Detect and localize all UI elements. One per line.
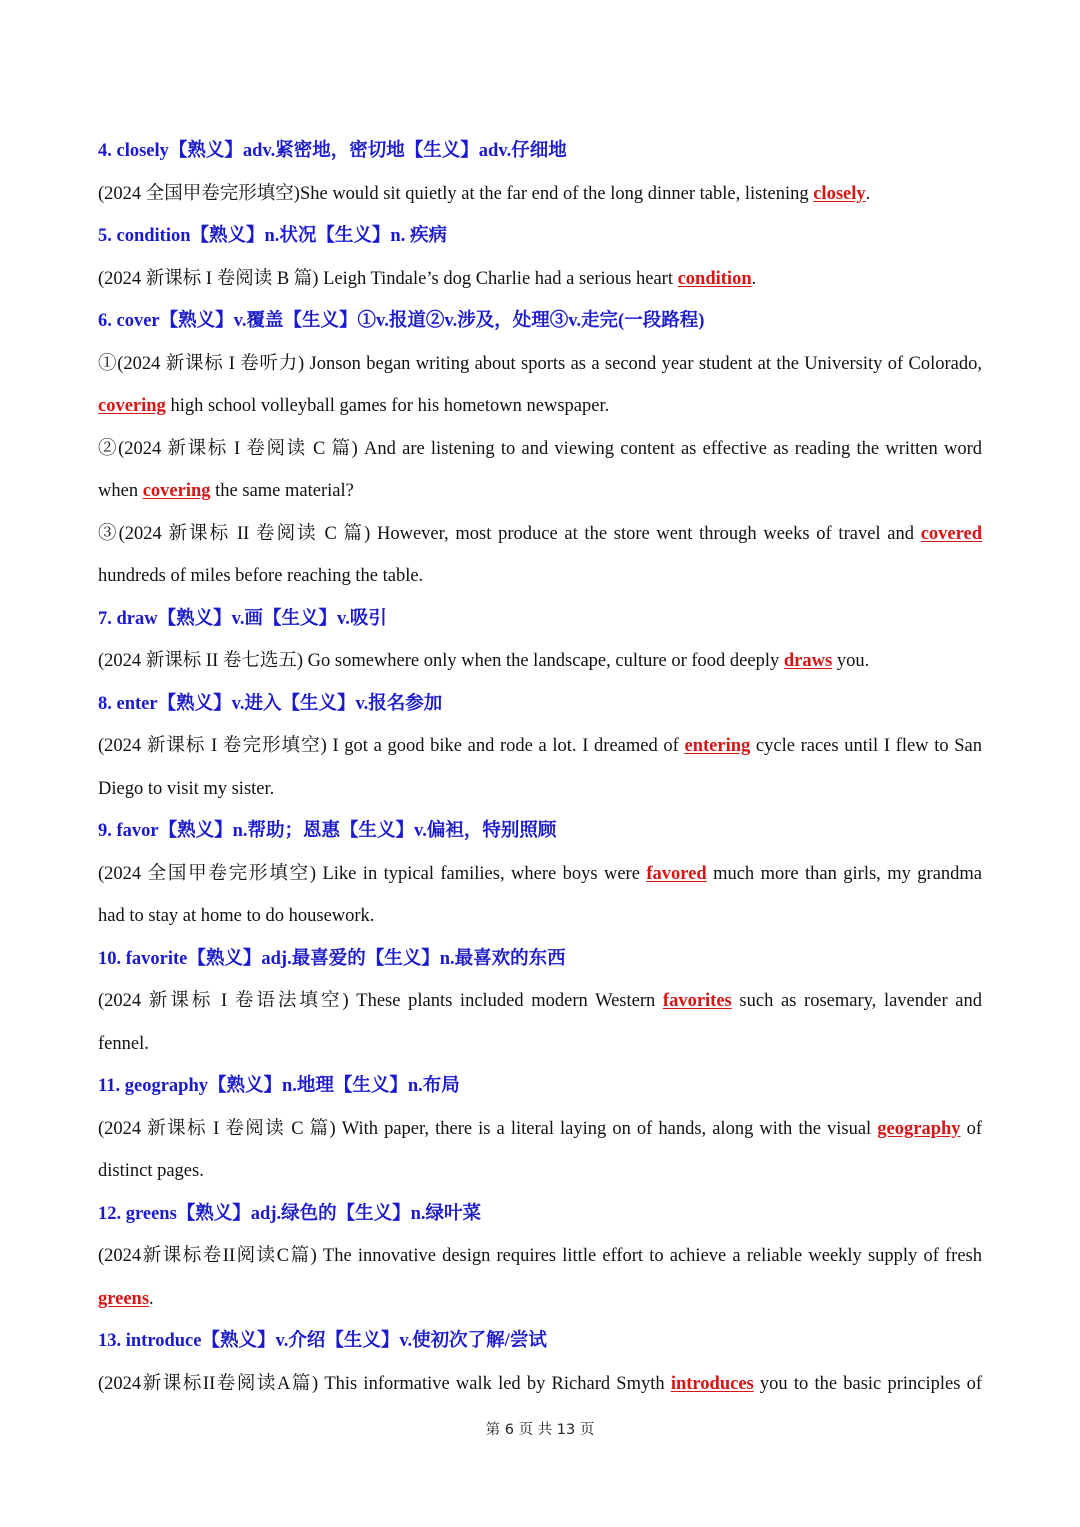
sentence-text: hundreds of miles before reaching the table. — [98, 566, 424, 586]
sentence-text: (2024 新课标 I 卷语法填空) These plants included modern Western — [98, 991, 663, 1011]
entry-heading: 6. cover【熟义】v.覆盖【生义】①v.报道②v.涉及，处理③v.走完(一段路程) — [98, 311, 705, 331]
example-sentence — [98, 768, 982, 811]
sentence-text: cycle races until I flew to San — [750, 736, 983, 756]
example-sentence — [98, 470, 982, 513]
document-body — [98, 130, 982, 1405]
keyword: draws — [783, 651, 833, 671]
keyword: covering — [142, 481, 211, 501]
example-sentence — [98, 1278, 982, 1321]
keyword: covering — [98, 396, 166, 416]
example-sentence — [98, 1108, 982, 1151]
sentence-text: had to stay at home to do housework. — [98, 906, 375, 926]
example-sentence — [98, 513, 982, 556]
sentence-text: . — [751, 268, 757, 289]
sentence-text: ③(2024 新课标 II 卷阅读 C 篇) However, most produce at the store went through weeks of travel and — [98, 523, 921, 544]
example-sentence — [98, 173, 982, 216]
example-sentence — [98, 895, 982, 938]
keyword: geography — [877, 1118, 961, 1139]
sentence-text: (2024 新课标 II 卷七选五) Go somewhere only when the landscape, culture or food deeply — [98, 651, 784, 671]
sentence-text: (2024 新课标 I 卷阅读 B 篇) Leigh Tindale’s dog Charlie had a serious heart — [98, 268, 678, 289]
example-sentence — [98, 343, 982, 386]
sentence-text: (2024 新课标 I 卷完形填空) I got a good bike and rode a lot. I dreamed of — [98, 736, 685, 756]
entry-heading: 5. condition【熟义】n.状况【生义】n. 疾病 — [98, 226, 447, 246]
entry-heading: 13. introduce【熟义】v.介绍【生义】v.使初次了解/尝试 — [98, 1331, 547, 1351]
entry-heading: 10. favorite【熟义】adj.最喜爱的【生义】n.最喜欢的东西 — [98, 948, 566, 969]
example-sentence — [98, 725, 982, 768]
sentence-text: such as rosemary, lavender and — [731, 991, 982, 1011]
example-sentence — [98, 853, 982, 896]
entry-heading: 9. favor【熟义】n.帮助；恩惠【生义】v.偏袒，特别照顾 — [98, 821, 557, 841]
entry-heading: 12. greens【熟义】adj.绿色的【生义】n.绿叶菜 — [98, 1203, 482, 1224]
sentence-text: ①(2024 新课标 I 卷听力) Jonson began writing about sports as a second year student at the University of Colorado, — [98, 353, 982, 374]
keyword: greens — [98, 1288, 150, 1309]
keyword: favored — [646, 863, 707, 884]
keyword: covered — [920, 523, 982, 544]
example-sentence — [98, 258, 982, 301]
sentence-text: when — [98, 481, 143, 501]
sentence-text: (2024 全国甲卷完形填空) Like in typical families, where boys were — [98, 863, 647, 884]
entry-heading: 7. draw【熟义】v.画【生义】v.吸引 — [98, 608, 387, 629]
sentence-text: of — [960, 1118, 982, 1139]
sentence-text: you. — [832, 651, 870, 671]
sentence-text: (2024新课标卷II阅读C篇) The innovative design requires little effort to achieve a reliable weekly supply of fresh — [98, 1246, 982, 1266]
example-sentence — [98, 1235, 982, 1278]
sentence-text: (2024 全国甲卷完形填空)She would sit quietly at the far end of the long dinner table, listening — [98, 183, 814, 204]
sentence-text: ②(2024 新课标 I 卷阅读 C 篇) And are listening to and viewing content as effective as reading the written word — [98, 438, 982, 459]
example-sentence — [98, 555, 982, 598]
example-sentence — [98, 640, 982, 683]
sentence-text: the same material? — [210, 481, 354, 501]
sentence-text: you to the basic principles of — [753, 1373, 982, 1394]
sentence-text: (2024 新课标 I 卷阅读 C 篇) With paper, there is a literal laying on of hands, along with the visual — [98, 1118, 878, 1139]
example-sentence — [98, 980, 982, 1023]
keyword: closely — [813, 183, 866, 204]
example-sentence — [98, 1023, 982, 1066]
sentence-text: . — [865, 183, 871, 204]
sentence-text: . — [149, 1288, 154, 1309]
keyword: entering — [684, 736, 751, 756]
entry-heading: 8. enter【熟义】v.进入【生义】v.报名参加 — [98, 693, 443, 714]
keyword: favorites — [662, 991, 732, 1011]
keyword: condition — [677, 268, 752, 289]
sentence-text: Diego to visit my sister. — [98, 778, 275, 799]
sentence-text: much more than girls, my grandma — [706, 863, 983, 884]
example-sentence — [98, 1150, 982, 1193]
entry-heading: 11. geography【熟义】n.地理【生义】n.布局 — [98, 1076, 460, 1096]
entry-heading: 4. closely【熟义】adv.紧密地，密切地【生义】adv.仔细地 — [98, 141, 567, 161]
sentence-text: high school volleyball games for his hometown newspaper. — [165, 396, 610, 416]
sentence-text: (2024新课标II卷阅读A篇) This informative walk led by Richard Smyth — [98, 1373, 671, 1394]
sentence-text: fennel. — [98, 1033, 149, 1054]
sentence-text: distinct pages. — [98, 1161, 204, 1181]
example-sentence — [98, 385, 982, 428]
page-number-footer: 第 6 页 共 13 页 — [485, 1422, 595, 1438]
example-sentence — [98, 428, 982, 471]
example-sentence — [98, 1363, 982, 1406]
keyword: introduces — [670, 1373, 754, 1394]
